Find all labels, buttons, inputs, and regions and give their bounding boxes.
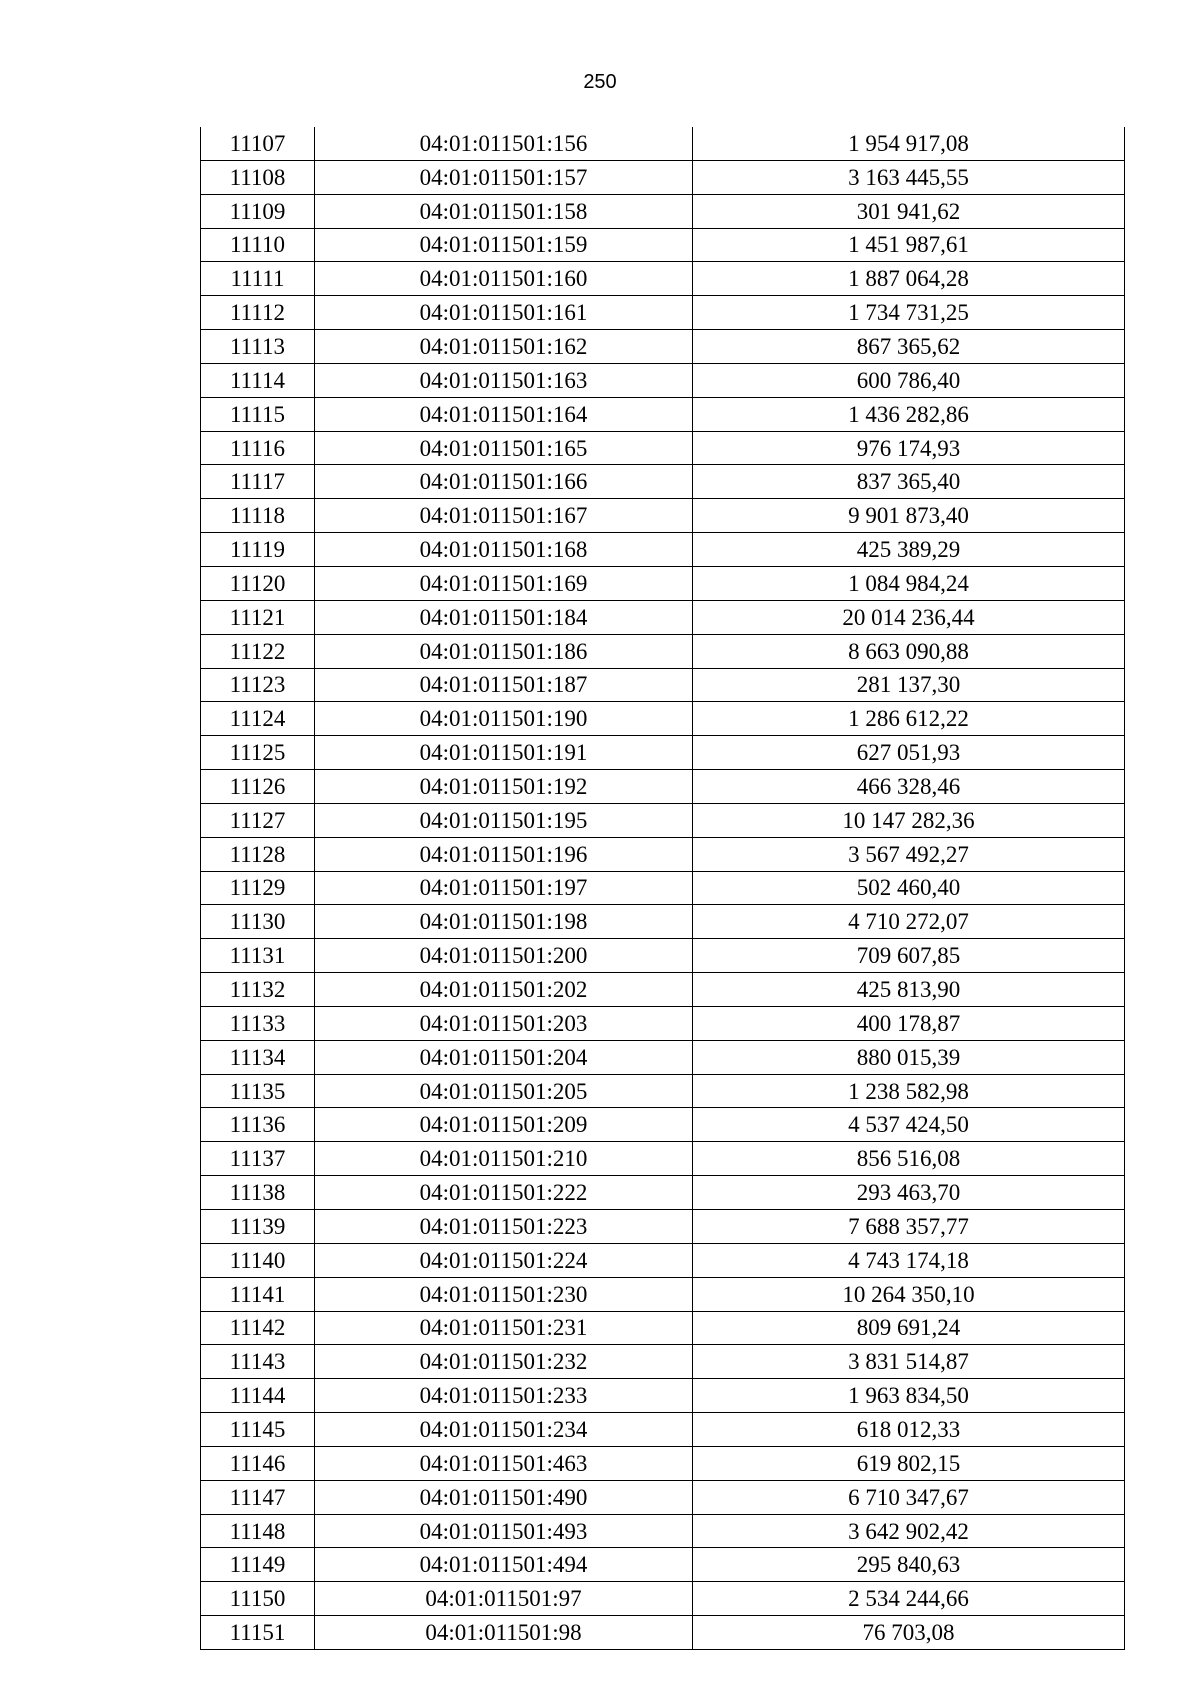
table-row <box>201 1142 1125 1176</box>
table-row <box>201 1413 1125 1447</box>
row-number-cell: 11130 <box>201 905 315 939</box>
cadastral-number-cell: 04:01:011501:165 <box>315 431 693 465</box>
cadastral-number-cell: 04:01:011501:160 <box>315 262 693 296</box>
row-number-cell: 11114 <box>201 363 315 397</box>
cadastral-value-cell: 2 534 244,66 <box>693 1582 1125 1616</box>
row-number-cell: 11133 <box>201 1006 315 1040</box>
table-row <box>201 499 1125 533</box>
cadastral-value-cell: 281 137,30 <box>693 668 1125 702</box>
cadastral-number-cell: 04:01:011501:98 <box>315 1616 693 1650</box>
row-number-cell: 11143 <box>201 1345 315 1379</box>
cadastral-value-cell: 4 710 272,07 <box>693 905 1125 939</box>
cadastral-value-cell: 709 607,85 <box>693 939 1125 973</box>
cadastral-number-cell: 04:01:011501:223 <box>315 1210 693 1244</box>
row-number-cell: 11121 <box>201 600 315 634</box>
row-number-cell: 11138 <box>201 1176 315 1210</box>
table-row <box>201 262 1125 296</box>
cadastral-value-cell: 837 365,40 <box>693 465 1125 499</box>
table-body <box>201 127 1125 1649</box>
cadastral-number-cell: 04:01:011501:232 <box>315 1345 693 1379</box>
table-row <box>201 431 1125 465</box>
cadastral-number-cell: 04:01:011501:197 <box>315 871 693 905</box>
cadastral-number-cell: 04:01:011501:186 <box>315 634 693 668</box>
table-row <box>201 160 1125 194</box>
table-row <box>201 1480 1125 1514</box>
table-row <box>201 1277 1125 1311</box>
cadastral-value-cell: 867 365,62 <box>693 330 1125 364</box>
table-row <box>201 973 1125 1007</box>
table-row <box>201 1514 1125 1548</box>
cadastral-value-cell: 4 743 174,18 <box>693 1243 1125 1277</box>
row-number-cell: 11147 <box>201 1480 315 1514</box>
cadastral-value-cell: 20 014 236,44 <box>693 600 1125 634</box>
cadastral-value-table <box>200 127 1125 1650</box>
cadastral-number-cell: 04:01:011501:169 <box>315 566 693 600</box>
row-number-cell: 11145 <box>201 1413 315 1447</box>
cadastral-value-cell: 10 264 350,10 <box>693 1277 1125 1311</box>
cadastral-value-cell: 8 663 090,88 <box>693 634 1125 668</box>
table-row <box>201 1006 1125 1040</box>
cadastral-number-cell: 04:01:011501:97 <box>315 1582 693 1616</box>
cadastral-value-cell: 400 178,87 <box>693 1006 1125 1040</box>
cadastral-value-cell: 301 941,62 <box>693 194 1125 228</box>
table-row <box>201 871 1125 905</box>
row-number-cell: 11115 <box>201 397 315 431</box>
cadastral-number-cell: 04:01:011501:222 <box>315 1176 693 1210</box>
table-row <box>201 1379 1125 1413</box>
cadastral-value-cell: 3 642 902,42 <box>693 1514 1125 1548</box>
row-number-cell: 11116 <box>201 431 315 465</box>
row-number-cell: 11146 <box>201 1446 315 1480</box>
table-row <box>201 330 1125 364</box>
cadastral-number-cell: 04:01:011501:230 <box>315 1277 693 1311</box>
cadastral-number-cell: 04:01:011501:200 <box>315 939 693 973</box>
cadastral-value-cell: 880 015,39 <box>693 1040 1125 1074</box>
table-row <box>201 363 1125 397</box>
row-number-cell: 11129 <box>201 871 315 905</box>
cadastral-value-cell: 3 831 514,87 <box>693 1345 1125 1379</box>
cadastral-value-cell: 618 012,33 <box>693 1413 1125 1447</box>
row-number-cell: 11127 <box>201 803 315 837</box>
row-number-cell: 11151 <box>201 1616 315 1650</box>
cadastral-value-cell: 1 436 282,86 <box>693 397 1125 431</box>
cadastral-number-cell: 04:01:011501:198 <box>315 905 693 939</box>
cadastral-number-cell: 04:01:011501:195 <box>315 803 693 837</box>
cadastral-number-cell: 04:01:011501:187 <box>315 668 693 702</box>
cadastral-number-cell: 04:01:011501:233 <box>315 1379 693 1413</box>
table-row <box>201 600 1125 634</box>
cadastral-number-cell: 04:01:011501:159 <box>315 228 693 262</box>
cadastral-number-cell: 04:01:011501:166 <box>315 465 693 499</box>
table-row <box>201 634 1125 668</box>
cadastral-value-cell: 76 703,08 <box>693 1616 1125 1650</box>
table-row <box>201 1040 1125 1074</box>
table-row <box>201 397 1125 431</box>
row-number-cell: 11120 <box>201 566 315 600</box>
row-number-cell: 11119 <box>201 533 315 567</box>
table-row <box>201 803 1125 837</box>
row-number-cell: 11136 <box>201 1108 315 1142</box>
cadastral-value-cell: 7 688 357,77 <box>693 1210 1125 1244</box>
cadastral-number-cell: 04:01:011501:203 <box>315 1006 693 1040</box>
row-number-cell: 11111 <box>201 262 315 296</box>
cadastral-value-cell: 9 901 873,40 <box>693 499 1125 533</box>
row-number-cell: 11137 <box>201 1142 315 1176</box>
page-number: 250 <box>583 71 617 93</box>
cadastral-value-cell: 295 840,63 <box>693 1548 1125 1582</box>
cadastral-number-cell: 04:01:011501:202 <box>315 973 693 1007</box>
cadastral-value-cell: 6 710 347,67 <box>693 1480 1125 1514</box>
cadastral-value-cell: 809 691,24 <box>693 1311 1125 1345</box>
table-row <box>201 228 1125 262</box>
cadastral-value-cell: 619 802,15 <box>693 1446 1125 1480</box>
cadastral-value-cell: 466 328,46 <box>693 770 1125 804</box>
row-number-cell: 11144 <box>201 1379 315 1413</box>
cadastral-value-cell: 1 887 064,28 <box>693 262 1125 296</box>
table-row <box>201 1176 1125 1210</box>
cadastral-number-cell: 04:01:011501:493 <box>315 1514 693 1548</box>
row-number-cell: 11109 <box>201 194 315 228</box>
table-row <box>201 127 1125 160</box>
cadastral-value-cell: 1 084 984,24 <box>693 566 1125 600</box>
cadastral-number-cell: 04:01:011501:209 <box>315 1108 693 1142</box>
table-row <box>201 296 1125 330</box>
table-row <box>201 1446 1125 1480</box>
table-row <box>201 533 1125 567</box>
cadastral-number-cell: 04:01:011501:210 <box>315 1142 693 1176</box>
cadastral-value-cell: 627 051,93 <box>693 736 1125 770</box>
row-number-cell: 11107 <box>201 127 315 160</box>
table-row <box>201 1074 1125 1108</box>
table-row <box>201 939 1125 973</box>
table-row <box>201 770 1125 804</box>
table-row <box>201 905 1125 939</box>
table-row <box>201 465 1125 499</box>
row-number-cell: 11118 <box>201 499 315 533</box>
cadastral-number-cell: 04:01:011501:463 <box>315 1446 693 1480</box>
cadastral-value-cell: 425 813,90 <box>693 973 1125 1007</box>
cadastral-value-cell: 10 147 282,36 <box>693 803 1125 837</box>
table-row <box>201 1311 1125 1345</box>
table-row <box>201 1548 1125 1582</box>
cadastral-number-cell: 04:01:011501:163 <box>315 363 693 397</box>
table-row <box>201 194 1125 228</box>
cadastral-number-cell: 04:01:011501:157 <box>315 160 693 194</box>
cadastral-number-cell: 04:01:011501:158 <box>315 194 693 228</box>
cadastral-number-cell: 04:01:011501:205 <box>315 1074 693 1108</box>
cadastral-value-cell: 600 786,40 <box>693 363 1125 397</box>
cadastral-number-cell: 04:01:011501:490 <box>315 1480 693 1514</box>
row-number-cell: 11128 <box>201 837 315 871</box>
row-number-cell: 11125 <box>201 736 315 770</box>
row-number-cell: 11134 <box>201 1040 315 1074</box>
row-number-cell: 11110 <box>201 228 315 262</box>
table-row <box>201 736 1125 770</box>
table-row <box>201 1616 1125 1650</box>
row-number-cell: 11117 <box>201 465 315 499</box>
cadastral-number-cell: 04:01:011501:196 <box>315 837 693 871</box>
table-row <box>201 837 1125 871</box>
row-number-cell: 11142 <box>201 1311 315 1345</box>
cadastral-number-cell: 04:01:011501:167 <box>315 499 693 533</box>
row-number-cell: 11122 <box>201 634 315 668</box>
table-row <box>201 1345 1125 1379</box>
row-number-cell: 11148 <box>201 1514 315 1548</box>
cadastral-value-cell: 3 163 445,55 <box>693 160 1125 194</box>
cadastral-number-cell: 04:01:011501:162 <box>315 330 693 364</box>
row-number-cell: 11112 <box>201 296 315 330</box>
cadastral-number-cell: 04:01:011501:494 <box>315 1548 693 1582</box>
cadastral-value-cell: 1 963 834,50 <box>693 1379 1125 1413</box>
cadastral-value-cell: 1 286 612,22 <box>693 702 1125 736</box>
cadastral-number-cell: 04:01:011501:161 <box>315 296 693 330</box>
cadastral-value-cell: 4 537 424,50 <box>693 1108 1125 1142</box>
table-row <box>201 1582 1125 1616</box>
row-number-cell: 11140 <box>201 1243 315 1277</box>
cadastral-number-cell: 04:01:011501:190 <box>315 702 693 736</box>
table-row <box>201 702 1125 736</box>
row-number-cell: 11135 <box>201 1074 315 1108</box>
cadastral-value-cell: 1 451 987,61 <box>693 228 1125 262</box>
cadastral-value-cell: 976 174,93 <box>693 431 1125 465</box>
table-row <box>201 1108 1125 1142</box>
cadastral-value-cell: 502 460,40 <box>693 871 1125 905</box>
table-row <box>201 668 1125 702</box>
row-number-cell: 11150 <box>201 1582 315 1616</box>
row-number-cell: 11126 <box>201 770 315 804</box>
cadastral-value-cell: 425 389,29 <box>693 533 1125 567</box>
table-row <box>201 566 1125 600</box>
row-number-cell: 11113 <box>201 330 315 364</box>
cadastral-value-cell: 1 734 731,25 <box>693 296 1125 330</box>
row-number-cell: 11131 <box>201 939 315 973</box>
cadastral-value-cell: 856 516,08 <box>693 1142 1125 1176</box>
cadastral-number-cell: 04:01:011501:156 <box>315 127 693 160</box>
cadastral-number-cell: 04:01:011501:231 <box>315 1311 693 1345</box>
cadastral-number-cell: 04:01:011501:164 <box>315 397 693 431</box>
row-number-cell: 11141 <box>201 1277 315 1311</box>
cadastral-value-cell: 3 567 492,27 <box>693 837 1125 871</box>
cadastral-number-cell: 04:01:011501:234 <box>315 1413 693 1447</box>
cadastral-value-cell: 1 238 582,98 <box>693 1074 1125 1108</box>
table-row <box>201 1243 1125 1277</box>
cadastral-number-cell: 04:01:011501:184 <box>315 600 693 634</box>
cadastral-value-cell: 293 463,70 <box>693 1176 1125 1210</box>
table-row <box>201 1210 1125 1244</box>
row-number-cell: 11139 <box>201 1210 315 1244</box>
cadastral-number-cell: 04:01:011501:224 <box>315 1243 693 1277</box>
cadastral-number-cell: 04:01:011501:204 <box>315 1040 693 1074</box>
row-number-cell: 11124 <box>201 702 315 736</box>
row-number-cell: 11149 <box>201 1548 315 1582</box>
cadastral-number-cell: 04:01:011501:168 <box>315 533 693 567</box>
row-number-cell: 11108 <box>201 160 315 194</box>
row-number-cell: 11132 <box>201 973 315 1007</box>
row-number-cell: 11123 <box>201 668 315 702</box>
cadastral-number-cell: 04:01:011501:191 <box>315 736 693 770</box>
cadastral-number-cell: 04:01:011501:192 <box>315 770 693 804</box>
cadastral-value-cell: 1 954 917,08 <box>693 127 1125 160</box>
